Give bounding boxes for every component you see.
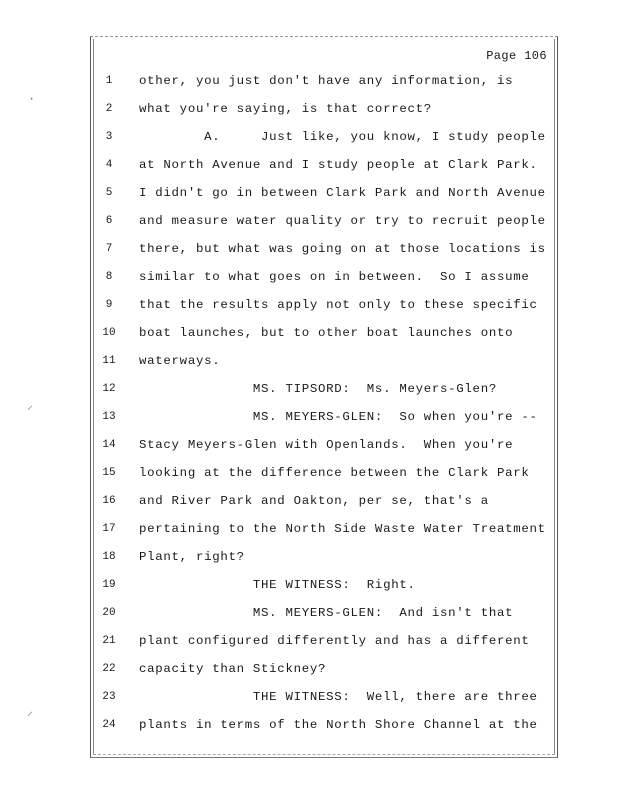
line-text: capacity than Stickney? [139,662,327,676]
transcript-line [91,633,557,653]
transcript-line [91,605,557,625]
transcript-line [91,157,557,177]
line-text: THE WITNESS: Right. [139,578,416,592]
transcript-line [91,549,557,569]
line-number: 20 [102,607,116,619]
transcript-line [91,577,557,597]
transcript-line [91,101,557,121]
line-text: Plant, right? [139,550,245,564]
line-number: 12 [102,383,116,395]
line-number: 10 [102,327,116,339]
line-number: 5 [105,187,113,199]
line-number: 8 [105,271,113,283]
line-text: there, but what was going on at those locations is [139,242,546,256]
transcript-line [91,241,557,261]
transcript-line [91,297,557,317]
transcript-line [91,717,557,737]
line-text: that the results apply not only to these specific [139,298,538,312]
line-text: plant configured differently and has a different [139,634,530,648]
transcript-line [91,185,557,205]
line-number: 3 [105,131,113,143]
transcript-line [91,353,557,373]
line-text: waterways. [139,354,221,368]
transcript-line [91,689,557,709]
transcript-line [91,661,557,681]
margin-mark: ⸝ [27,399,34,413]
line-text: I didn't go in between Clark Park and North Avenue [139,186,546,200]
transcript-line [91,437,557,457]
line-number: 22 [102,663,116,675]
line-text: plants in terms of the North Shore Channel at the [139,718,538,732]
line-text: MS. MEYERS-GLEN: And isn't that [139,606,514,620]
line-number: 16 [102,495,116,507]
transcript-line [91,409,557,429]
line-number: 14 [102,439,116,451]
line-number: 13 [102,411,116,423]
line-text: MS. TIPSORD: Ms. Meyers-Glen? [139,382,497,396]
transcript-line [91,381,557,401]
line-text: THE WITNESS: Well, there are three [139,690,538,704]
line-number: 15 [102,467,116,479]
line-text: similar to what goes on in between. So I assume [139,270,530,284]
transcript-line [91,325,557,345]
line-text: what you're saying, is that correct? [139,102,432,116]
line-number: 4 [105,159,113,171]
margin-mark: ⸝ [27,705,34,719]
line-text: looking at the difference between the Clark Park [139,466,530,480]
margin-mark: · [28,92,36,106]
transcript-line [91,493,557,513]
line-text: at North Avenue and I study people at Clark Park. [139,158,538,172]
transcript-line [91,73,557,93]
transcript-line [91,213,557,233]
line-text: MS. MEYERS-GLEN: So when you're -- [139,410,538,424]
line-text: and River Park and Oakton, per se, that's a [139,494,489,508]
line-number: 2 [105,103,113,115]
line-number: 7 [105,243,113,255]
line-text: other, you just don't have any information, is [139,74,514,88]
line-number: 24 [102,719,116,731]
line-number: 21 [102,635,116,647]
line-text: Stacy Meyers-Glen with Openlands. When you're [139,438,514,452]
line-number: 6 [105,215,113,227]
line-number: 17 [102,523,116,535]
line-number: 19 [102,579,116,591]
line-number: 18 [102,551,116,563]
transcript-page [90,36,558,758]
line-text: pertaining to the North Side Waste Water Treatment [139,522,546,536]
transcript-line [91,129,557,149]
transcript-line [91,465,557,485]
line-number: 23 [102,691,116,703]
transcript-line [91,521,557,541]
transcript-line [91,269,557,289]
line-text: boat launches, but to other boat launches onto [139,326,514,340]
line-number: 11 [102,355,116,367]
line-number: 1 [105,75,113,87]
line-number: 9 [105,299,113,311]
line-text: A. Just like, you know, I study people [139,130,546,144]
page-number: Page 106 [486,49,547,63]
line-text: and measure water quality or try to recruit people [139,214,546,228]
